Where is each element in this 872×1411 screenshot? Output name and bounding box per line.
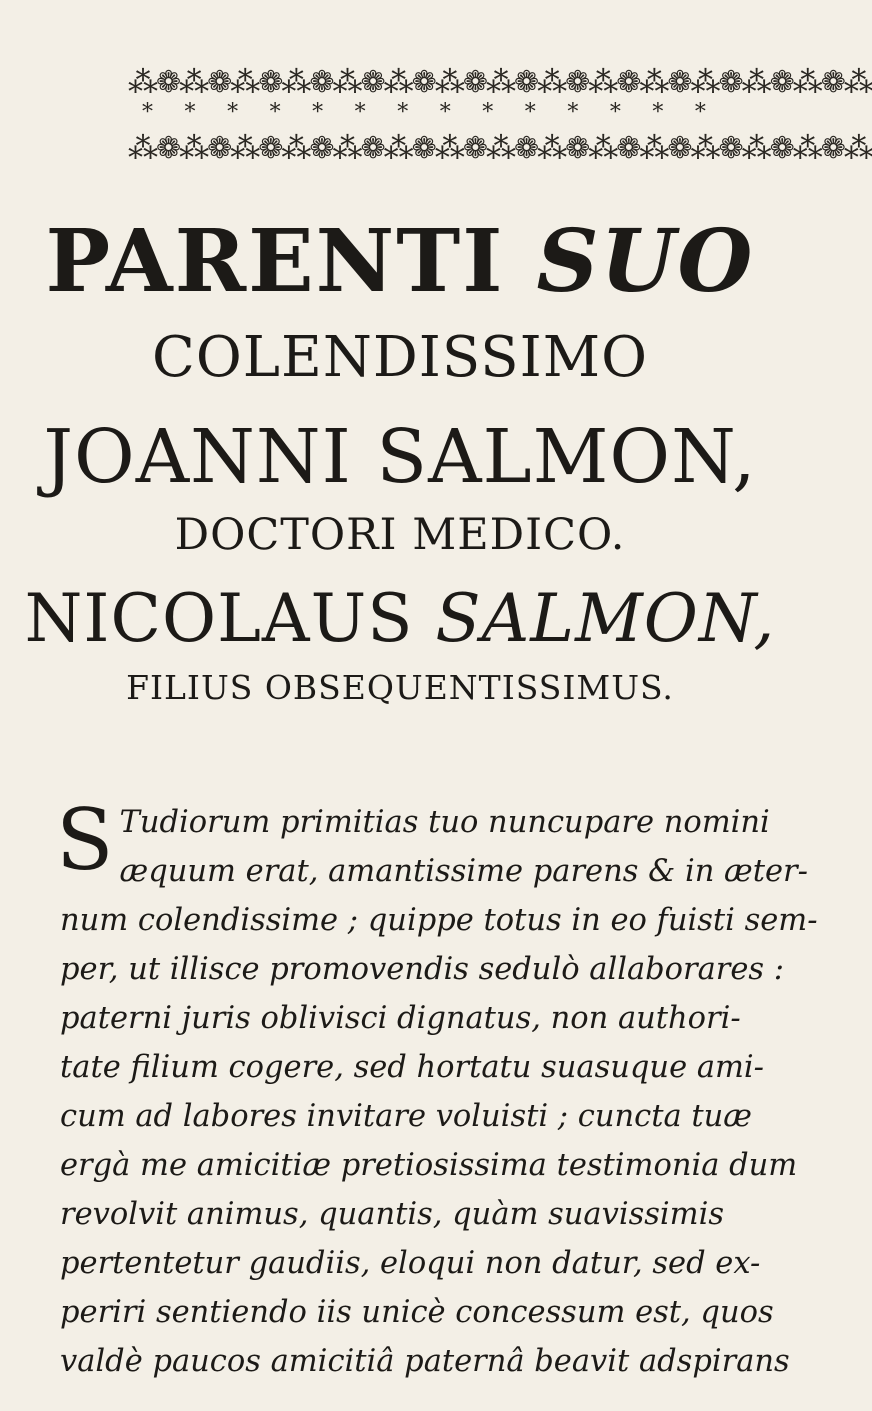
star-ornament-icon: * [142, 100, 153, 125]
text-line: cum ad labores invitare voluisti ; cuncta tuæ [60, 1099, 752, 1134]
text-line: Tudiorum primitias tuo nuncupare nomini [119, 805, 770, 840]
star-ornament-icon: * [439, 100, 451, 125]
dedication-line-joanni-salmon: JOANNI SALMON, [43, 414, 757, 500]
text-line: num colendissime ; quippe totus in eo fuisti sem- [60, 903, 818, 938]
ornamental-header-band [128, 65, 872, 166]
dedication-line-doctori-medico: DOCTORI MEDICO. [174, 510, 626, 560]
star-ornament-icon: * [354, 100, 366, 125]
text-line: paterni juris oblivisci dignatus, non authori- [60, 1001, 741, 1036]
text-line: æquum erat, amantissime parens & in æter- [119, 854, 808, 889]
dedication-word-salmon: SALMON, [435, 580, 776, 657]
dedication-line-filius: FILIUS OBSEQUENTISSIMUS. [126, 668, 674, 707]
dedication-word-parenti: PARENTI [45, 211, 505, 312]
ornament-bottom-row: ⁂❁⁂❁⁂❁⁂❁⁂❁⁂❁⁂❁⁂❁⁂❁⁂❁⁂❁⁂❁⁂❁⁂❁⁂ [128, 131, 872, 166]
star-ornament-icon: * [482, 100, 494, 125]
text-line: valdè paucos amicitiâ paternâ beavit adspirans [60, 1344, 790, 1379]
drop-cap: S [56, 791, 114, 889]
star-ornament-icon: * [269, 100, 281, 125]
text-line: ergà me amicitiæ pretiosissima testimonia dum [60, 1148, 798, 1183]
star-ornament-icon: * [524, 100, 536, 125]
dedication-line-parenti-suo [0, 211, 800, 312]
text-line: periri sentiendo iis unicè concessum est, quos [60, 1295, 774, 1330]
text-line: tate filium cogere, sed hortatu suasuque ami- [60, 1050, 764, 1085]
star-ornament-icon: * [609, 100, 621, 125]
star-ornament-icon: * [397, 100, 409, 125]
star-ornament-icon: * [567, 100, 579, 125]
dedication-word-nicolaus: NICOLAUS [24, 580, 414, 657]
star-ornament-icon: * [227, 100, 239, 125]
ornament-top-row: ⁂❁⁂❁⁂❁⁂❁⁂❁⁂❁⁂❁⁂❁⁂❁⁂❁⁂❁⁂❁⁂❁⁂❁⁂ [128, 65, 872, 100]
dedication-line-colendissimo: COLENDISSIMO [152, 325, 648, 390]
dedication-line-nicolaus-salmon [0, 582, 800, 656]
star-ornament-icon: * [694, 100, 706, 125]
text-line: pertentetur gaudiis, eloqui non datur, sed ex- [60, 1246, 761, 1281]
star-ornament-icon: * [312, 100, 324, 125]
dedication-body-paragraph [56, 791, 818, 1386]
star-ornament-icon: * [184, 100, 196, 125]
text-line: revolvit animus, quantis, quàm suavissimis [60, 1197, 724, 1232]
text-line: per, ut illisce promovendis sedulò allaborares : [60, 952, 785, 987]
star-ornament-icon: * [652, 100, 664, 125]
dedication-word-suo: SUO [536, 211, 755, 312]
ornament-star-row [128, 100, 720, 126]
